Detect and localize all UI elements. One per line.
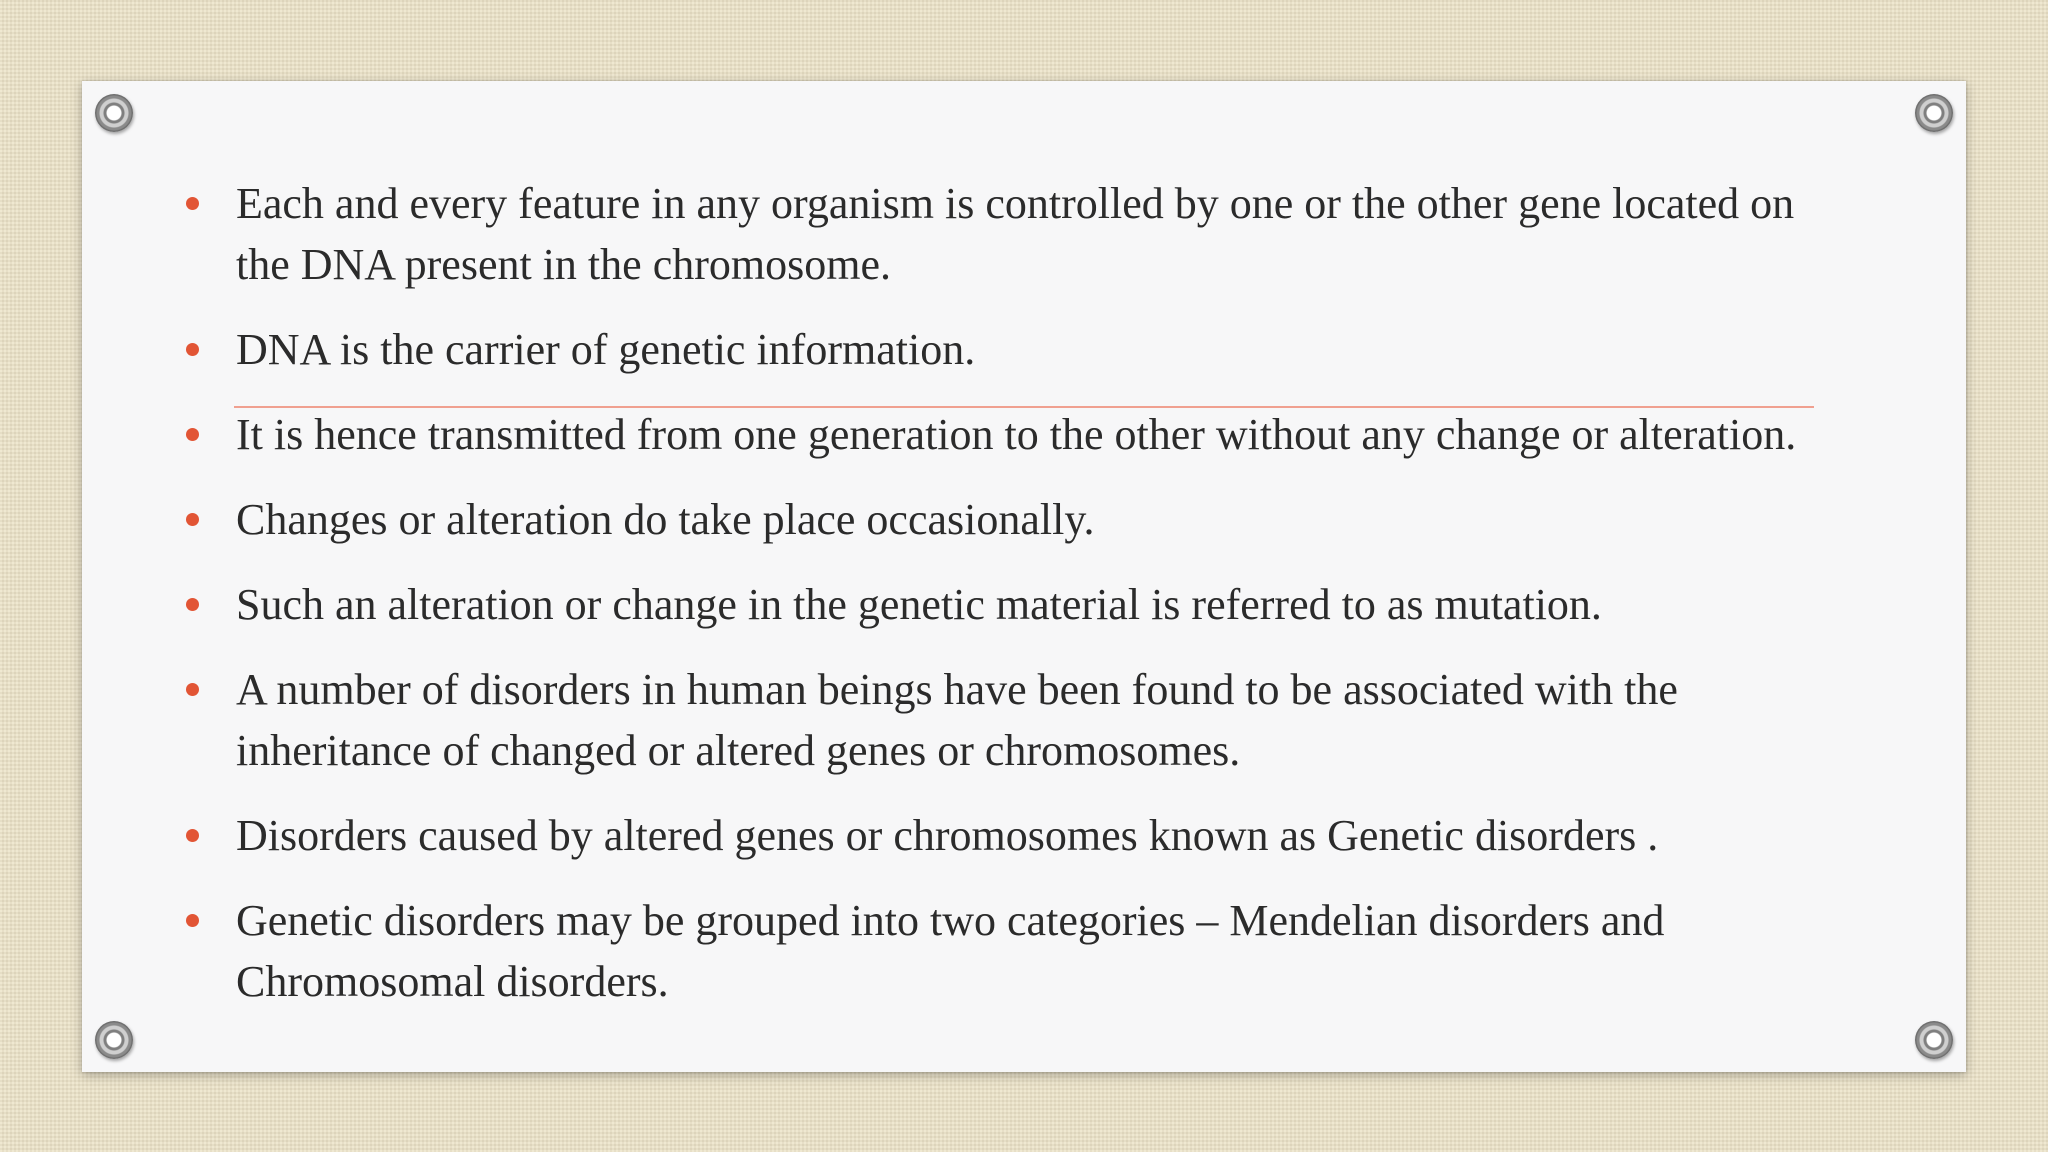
bullet-item (154, 404, 1944, 465)
bullet-dot-icon (186, 428, 199, 441)
bullet-item (154, 173, 1944, 295)
bullet-dot-icon (186, 343, 199, 356)
bullet-text-line: the DNA present in the chromosome. (236, 240, 891, 289)
bullet-item (154, 574, 1944, 635)
bullet-text-line: DNA is the carrier of genetic information. (236, 325, 976, 374)
bullet-dot-icon (186, 683, 199, 696)
bullet-text-line: inheritance of changed or altered genes or chromosomes. (236, 726, 1241, 775)
bullet-dot-icon (186, 598, 199, 611)
bullet-item (154, 805, 1944, 866)
grommet-icon (1915, 94, 1953, 132)
bullet-text-line: Each and every feature in any organism is controlled by one or the other gene located on (236, 179, 1795, 228)
bullet-text-line: Changes or alteration do take place occasionally. (236, 495, 1095, 544)
bullet-list (154, 173, 1944, 1036)
bullet-dot-icon (186, 197, 199, 210)
bullet-dot-icon (186, 914, 199, 927)
bullet-text-line: Chromosomal disorders. (236, 957, 669, 1006)
bullet-item (154, 489, 1944, 550)
bullet-text-line: Genetic disorders may be grouped into two categories – Mendelian disorders and (236, 896, 1665, 945)
bullet-text-line: It is hence transmitted from one generation to the other without any change or alteration. (236, 410, 1797, 459)
bullet-dot-icon (186, 829, 199, 842)
bullet-item (154, 319, 1944, 380)
bullet-text-line: Disorders caused by altered genes or chromosomes known as Genetic disorders . (236, 811, 1659, 860)
grommet-icon (95, 1021, 133, 1059)
bullet-text-line: A number of disorders in human beings have been found to be associated with the (236, 665, 1678, 714)
slide-card (82, 81, 1966, 1072)
bullet-item (154, 659, 1944, 781)
bullet-text-line: Such an alteration or change in the genetic material is referred to as mutation. (236, 580, 1602, 629)
grommet-icon (95, 94, 133, 132)
bullet-dot-icon (186, 513, 199, 526)
bullet-item (154, 890, 1944, 1012)
